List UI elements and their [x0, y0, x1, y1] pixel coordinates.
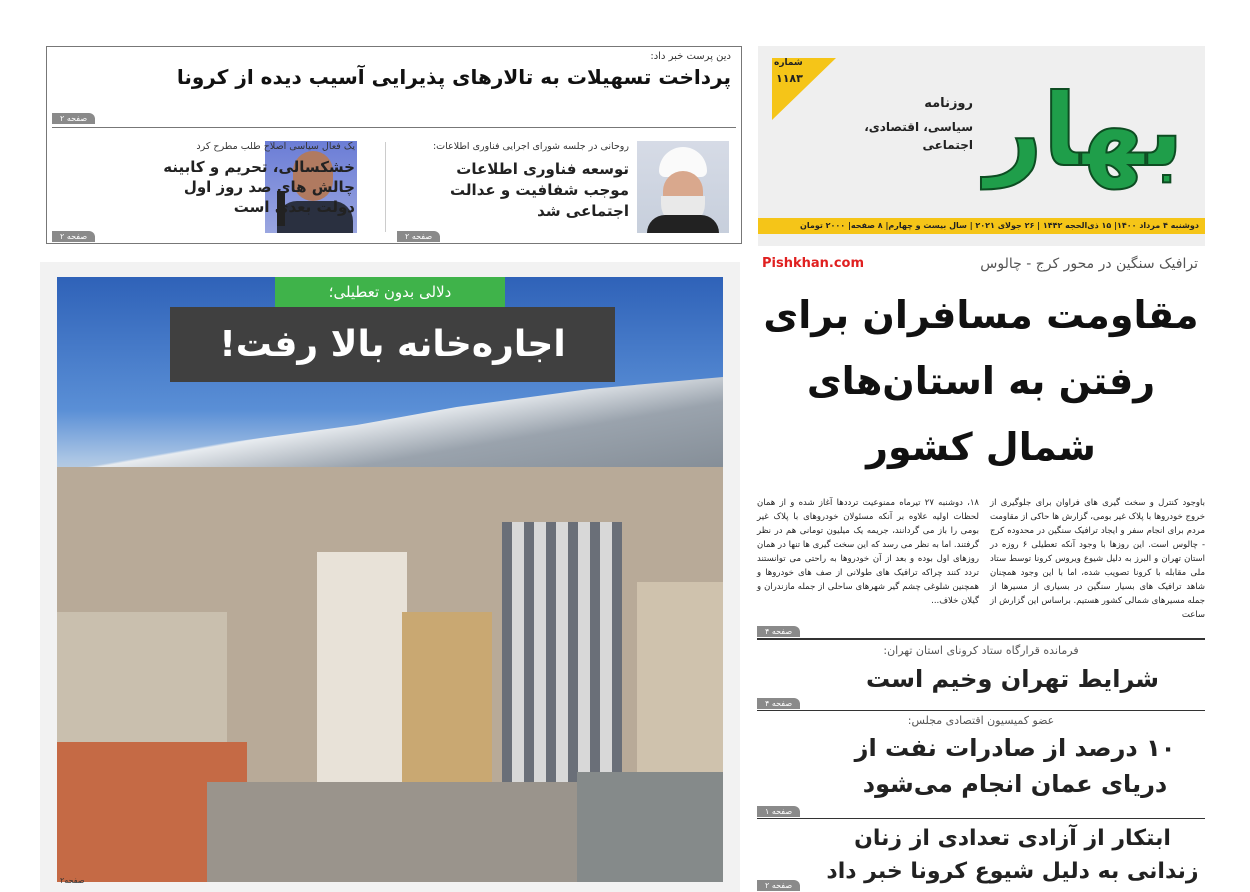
page-ref[interactable]: صفحه ۲: [52, 113, 95, 124]
story-headline[interactable]: شرایط تهران وخیم است: [865, 665, 1160, 693]
story-headline[interactable]: ابتکار از آزادی تعدادی از زنان زندانی به دلیل شیوع کرونا خبر داد: [826, 826, 1199, 884]
tehran-cityscape-photo[interactable]: [57, 277, 723, 882]
page-ref[interactable]: صفحه ۴: [757, 626, 800, 637]
story-kicker: عضو کمیسیون اقتصادی مجلس:: [907, 714, 1055, 727]
story-kicker: روحانی در جلسه شورای اجرایی فناوری اطلاعات:: [432, 141, 629, 152]
dateline: دوشنبه ۴ مرداد ۱۴۰۰| ۱۵ ذی‌الحجه ۱۴۴۲ | ۲۶ جولای ۲۰۲۱ | سال بیست و چهارم| ۸ صفحه| ۲۰۰۰ تومان: [758, 218, 1205, 234]
lead-body-right: باوجود کنترل و سخت گیری های فراوان برای جلوگیری از خروج خودروها با پلاک غیر بومی، گزارش ها حاکی از مقاومت مردم برای انجام سفر و ایجاد ترافیک سنگین در محدوده کرج - چالوس است. این روزها با وجود آنکه تعطیلی ۶ روزه در استان تهران و البرز به دلیل شیوع ویروس کرونا توسط ستاد ملی مقابله با کرونا تصویب شده، اما با این وجود همچنان شاهد ترافیک های بسیار سنگین در بسیاری از مسیرها از جمله مسیرهای شمالی کشور هستیم. براساس این گزارش از ساعت: [990, 498, 1206, 620]
masthead: [758, 46, 1205, 246]
logo: بهار: [985, 72, 1184, 189]
photo-headline[interactable]: اجاره‌خانه بالا رفت!: [170, 307, 615, 382]
paper-type: روزنامه: [924, 96, 973, 111]
top-news-box: [46, 46, 742, 244]
photo-kicker: دلالی بدون تعطیلی؛: [275, 277, 505, 307]
story-headline[interactable]: ۱۰ درصد از صادرات نفت از دریای عمان انجام می‌شود: [854, 734, 1176, 798]
lead-body-left: ۱۸، دوشنبه ۲۷ تیرماه ممنوعیت ترددها آغاز شده و از همان لحظات اولیه علاوه بر آنکه مسئولان خودروهای با پلاک غیر بومی را باز می گردانند، جریمه یک میلیون تومانی هم در نظر گرفتند. اما به نظر می رسد که این سخت گیری ها تنها در همان روزهای اول بوده و بعد از آن خودروها به راحتی می توانستند تردد کنند چراکه ترافیک های طولانی از صف های خودروها و همچنین شلوغی چشم گیر شهرهای ساحلی از جمله مازندران و گیلان خلاف...: [757, 498, 979, 606]
page-ref[interactable]: صفحه ۱: [757, 806, 800, 817]
story-headline[interactable]: توسعه فناوری اطلاعات موجب شفافیت و عدالت اجتماعی شد: [450, 160, 629, 220]
story-headline[interactable]: خشکسالی، تحریم و کابینه چالش های صد روز اول دولت بعدی است: [163, 158, 355, 216]
rouhani-photo: [637, 141, 729, 233]
page-ref[interactable]: صفحه ۲: [397, 231, 440, 242]
watermark: Pishkhan.com: [762, 256, 865, 271]
issue-number: ۱۱۸۳: [776, 72, 803, 85]
lead-headline[interactable]: مقاومت مسافران برای رفتن به استان‌های شمال کشور: [763, 293, 1199, 469]
paper-subtitle: سیاسی، اقتصادی، اجتماعی: [864, 120, 973, 152]
page-ref[interactable]: صفحه۲: [60, 876, 85, 885]
issue-label: شماره: [774, 58, 803, 68]
top-kicker: دین پرست خبر داد:: [650, 51, 731, 62]
story-kicker: فرمانده قرارگاه ستاد کرونای استان تهران:: [883, 644, 1079, 657]
story-kicker: یک فعال سیاسی اصلاح طلب مطرح کرد: [196, 141, 355, 152]
page-ref[interactable]: صفحه ۲: [757, 880, 800, 891]
page-ref[interactable]: صفحه ۴: [757, 698, 800, 709]
lead-kicker: ترافیک سنگین در محور کرج - چالوس: [980, 256, 1198, 272]
page-ref[interactable]: صفحه ۲: [52, 231, 95, 242]
top-headline[interactable]: پرداخت تسهیلات به تالارهای پذیرایی آسیب دیده از کرونا: [176, 65, 731, 89]
